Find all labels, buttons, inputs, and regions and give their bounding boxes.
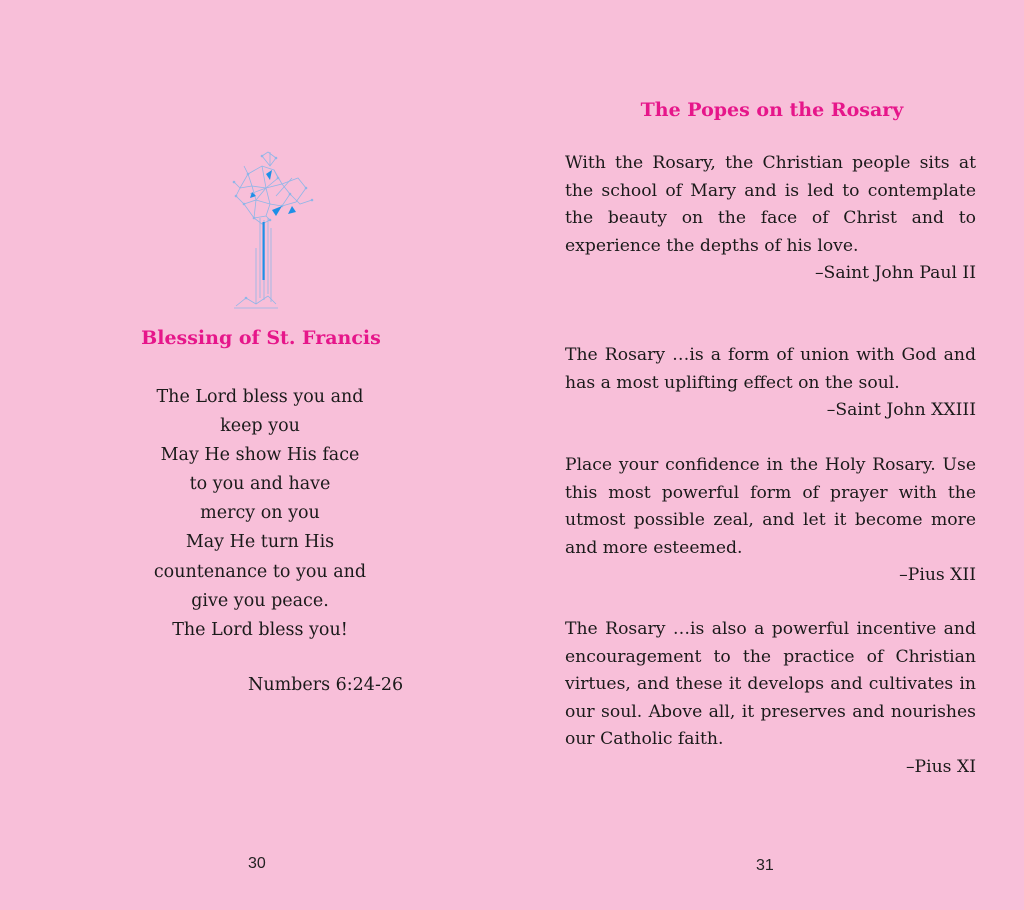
poem-line: The Lord bless you and — [156, 387, 364, 407]
page-number-left: 30 — [248, 855, 266, 872]
poem-line: countenance to you and — [153, 561, 367, 582]
poem-line: give you peace. — [191, 590, 329, 611]
quote-block — [565, 150, 976, 288]
scripture-citation: Numbers 6:24-26 — [248, 675, 404, 695]
poem-line: to you and have — [189, 474, 331, 495]
quote-block — [565, 616, 976, 781]
quote-attribution: –Saint John Paul II — [814, 263, 976, 283]
quote-block — [565, 342, 976, 425]
poem-line: May He turn His — [185, 532, 335, 553]
popes-heading: The Popes on the Rosary — [640, 99, 904, 121]
quote-attribution: –Saint John XXIII — [826, 400, 976, 420]
blessing-heading: Blessing of St. Francis — [141, 327, 381, 349]
quote-attribution: –Pius XII — [899, 565, 976, 585]
poem-line: May He show His face — [160, 445, 360, 466]
quote-text: Place your confidence in the Holy Rosary. Use this most powerful form of prayer with the utmost possible zeal, and let it become more and more esteemed. — [565, 455, 976, 558]
right-page — [512, 0, 1024, 910]
blessing-poem — [130, 383, 390, 645]
page-number-right: 31 — [756, 857, 774, 874]
quote-attribution: –Pius XI — [905, 756, 976, 777]
poem-line: keep you — [220, 416, 300, 437]
poem-line: The Lord bless you! — [172, 619, 348, 640]
cross-icon — [226, 148, 318, 310]
poem-line: mercy on you — [200, 503, 320, 524]
quote-text: The Rosary …is also a powerful incentive and encouragement to the practice of Christian virtues, and these it develops and cultivates in our soul. Above all, it preserves and nourishes our Catholic faith. — [565, 619, 976, 749]
quote-text: With the Rosary, the Christian people sits at the school of Mary and is led to contemplate the beauty on the face of Christ and to experience the depths of his love. — [565, 153, 976, 256]
quote-block — [565, 452, 976, 590]
quote-text: The Rosary …is a form of union with God and has a most uplifting effect on the soul. — [565, 345, 976, 393]
